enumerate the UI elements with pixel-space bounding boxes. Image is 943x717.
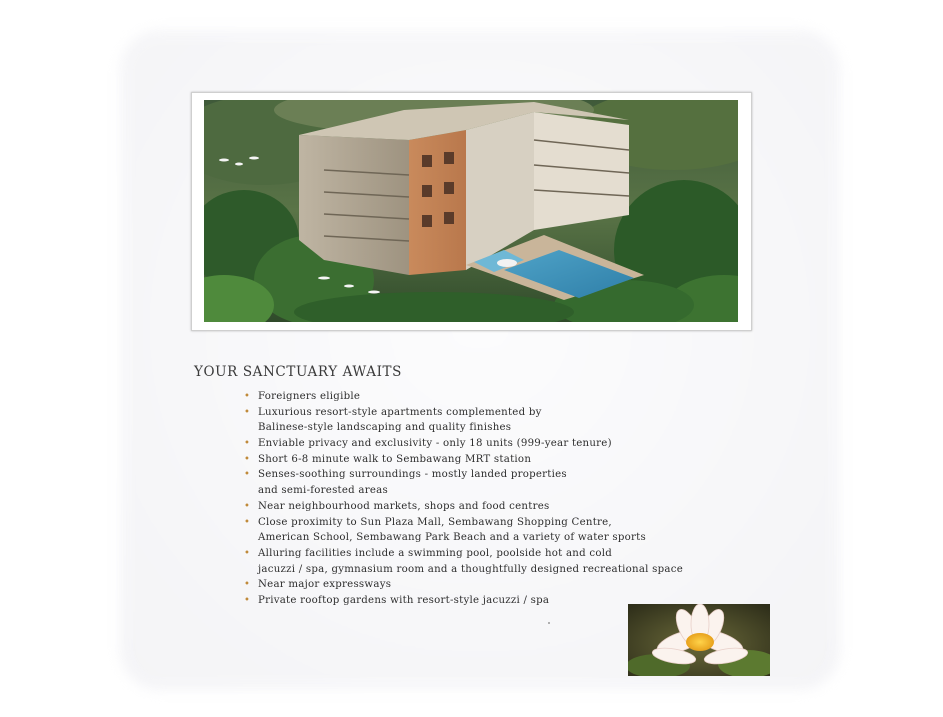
bullet-icon: • [244,391,251,402]
feature-item [244,593,683,609]
bullet-icon: • [244,406,251,418]
feature-item [244,467,683,498]
bullet-icon: • [244,438,251,450]
feature-text: Enviable privacy and exclusivity - only 18 units (999-year tenure) [258,438,612,450]
feature-item [244,389,683,405]
feature-line [244,577,683,593]
feature-item [244,499,683,515]
feature-text: Balinese-style landscaping and quality finishes [258,422,512,434]
feature-line [244,452,683,468]
feature-item [244,515,683,546]
feature-item [244,405,683,436]
bullet-icon: • [244,453,251,465]
feature-line [244,562,683,578]
lotus-flower-image [628,604,770,676]
feature-line [244,389,683,405]
feature-item [244,577,683,593]
feature-line [244,499,683,515]
feature-list [244,389,683,609]
page-heading: YOUR SANCTUARY AWAITS [194,364,402,380]
bullet-icon: • [244,579,251,591]
feature-item [244,546,683,577]
feature-text: Short 6-8 minute walk to Sembawang MRT station [258,453,532,465]
feature-text: Alluring facilities include a swimming pool, poolside hot and cold [258,547,612,559]
building-photo-frame [191,92,752,331]
feature-line [244,405,683,421]
feature-text: Close proximity to Sun Plaza Mall, Sembawang Shopping Centre, [258,516,612,528]
feature-item [244,452,683,468]
feature-item [244,436,683,452]
feature-line [244,483,683,499]
bullet-icon: • [244,469,251,481]
feature-line [244,546,683,562]
building-rendering-image [204,100,738,322]
feature-line [244,593,683,609]
feature-text: jacuzzi / spa, gymnasium room and a thoughtfully designed recreational space [258,563,683,575]
decorative-dot [548,622,550,624]
feature-text: Near neighbourhood markets, shops and food centres [258,500,550,512]
bullet-icon: • [244,547,251,559]
feature-text: Near major expressways [258,579,392,591]
bullet-icon: • [244,500,251,512]
feature-text: and semi-forested areas [258,485,388,497]
feature-text: American School, Sembawang Park Beach and a variety of water sports [258,532,646,544]
feature-line [244,436,683,452]
feature-text: Luxurious resort-style apartments complemented by [258,406,542,418]
feature-line [244,467,683,483]
feature-text: Foreigners eligible [258,391,361,402]
feature-text: Private rooftop gardens with resort-style jacuzzi / spa [258,594,550,606]
bullet-icon: • [244,594,251,606]
feature-line [244,420,683,436]
bullet-icon: • [244,516,251,528]
feature-line [244,515,683,531]
feature-text: Senses-soothing surroundings - mostly landed properties [258,469,567,481]
feature-line [244,530,683,546]
